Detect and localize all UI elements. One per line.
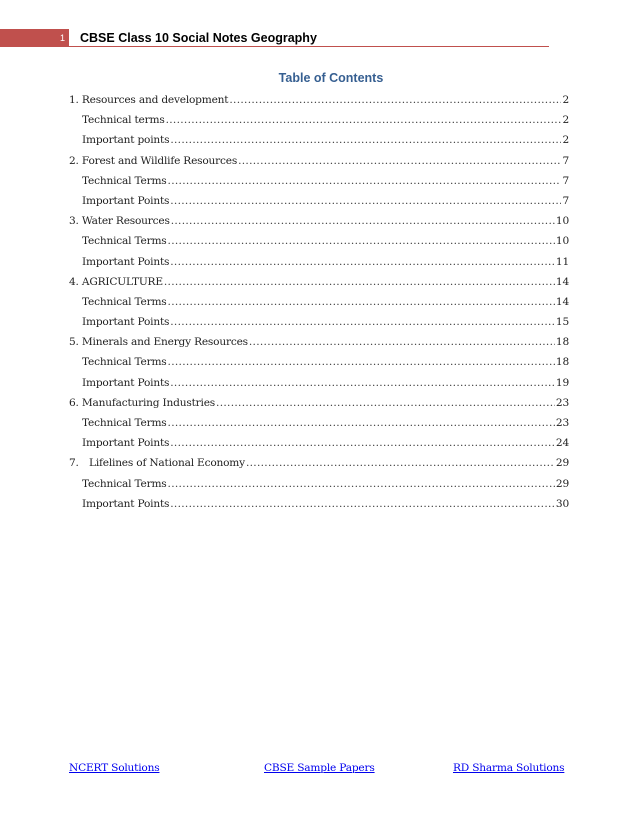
toc-dot-leader xyxy=(168,413,555,433)
toc-dot-leader xyxy=(229,90,561,110)
toc-entry-page: 29 xyxy=(555,477,569,490)
toc-entry-page: 2 xyxy=(562,94,569,106)
toc-dot-leader xyxy=(216,393,555,413)
footer-link-cbse-sample-papers[interactable]: CBSE Sample Papers xyxy=(264,762,375,774)
toc-entry-page: 14 xyxy=(555,295,569,308)
toc-entry[interactable] xyxy=(69,151,569,171)
toc-subentry[interactable] xyxy=(69,352,569,372)
toc-entry-page: 30 xyxy=(555,497,569,510)
toc-entry-page: 18 xyxy=(555,356,569,369)
toc-entry-label: Important points xyxy=(82,134,170,147)
toc-entry-label: Technical Terms xyxy=(82,356,167,369)
toc-entry-label: Important Points xyxy=(82,316,170,329)
toc-dot-leader xyxy=(249,332,555,352)
toc-entry-page: 18 xyxy=(555,336,569,349)
toc-entry-label: Technical Terms xyxy=(82,417,167,429)
toc-subentry[interactable] xyxy=(69,312,569,332)
toc-dot-leader xyxy=(168,292,555,312)
toc-entry-label: Important Points xyxy=(82,497,170,510)
table-of-contents xyxy=(69,90,569,514)
header-divider xyxy=(69,46,549,47)
toc-entry[interactable] xyxy=(69,272,569,292)
toc-entry-page: 11 xyxy=(555,255,569,268)
toc-dot-leader xyxy=(168,352,555,372)
page-footer xyxy=(0,762,638,780)
toc-entry-label: Important Points xyxy=(82,255,170,268)
toc-entry[interactable] xyxy=(69,90,569,110)
toc-subentry[interactable] xyxy=(69,130,569,150)
footer-link-rd-sharma-solutions[interactable]: RD Sharma Solutions xyxy=(453,762,565,774)
toc-dot-leader xyxy=(238,151,561,171)
toc-subentry[interactable] xyxy=(69,292,569,312)
toc-entry-page: 23 xyxy=(555,417,569,429)
toc-entry-label: Technical Terms xyxy=(82,174,167,187)
toc-dot-leader xyxy=(170,130,561,150)
toc-subentry[interactable] xyxy=(69,171,569,191)
toc-entry-label: Technical terms xyxy=(82,114,165,127)
document-title: CBSE Class 10 Social Notes Geography xyxy=(80,31,317,45)
toc-subentry[interactable] xyxy=(69,494,569,514)
toc-dot-leader xyxy=(168,171,562,191)
toc-dot-leader xyxy=(171,211,555,231)
toc-entry-label: 4. AGRICULTURE xyxy=(69,275,163,288)
toc-entry-page: 7 xyxy=(562,174,569,187)
toc-entry-label: Important Points xyxy=(82,376,170,389)
toc-entry-label: Technical Terms xyxy=(82,295,167,308)
toc-entry-label: Important Points xyxy=(82,437,170,450)
toc-entry-page: 23 xyxy=(555,396,569,409)
toc-entry-page: 19 xyxy=(555,376,569,389)
toc-entry-page: 24 xyxy=(555,437,569,450)
toc-dot-leader xyxy=(170,191,561,211)
toc-heading: Table of Contents xyxy=(278,71,384,85)
toc-entry[interactable] xyxy=(69,332,569,352)
toc-subentry[interactable] xyxy=(69,252,569,272)
toc-entry-label: Technical Terms xyxy=(82,477,167,490)
toc-dot-leader xyxy=(170,433,555,453)
toc-entry-label: 6. Manufacturing Industries xyxy=(69,396,216,409)
toc-entry-page: 14 xyxy=(555,275,569,288)
toc-subentry[interactable] xyxy=(69,433,569,453)
toc-dot-leader xyxy=(168,231,555,251)
toc-entry-label: 3. Water Resources xyxy=(69,215,170,228)
toc-dot-leader xyxy=(168,474,555,494)
toc-entry-page: 29 xyxy=(555,457,569,470)
toc-dot-leader xyxy=(170,252,555,272)
toc-entry-page: 10 xyxy=(555,235,569,248)
toc-entry-page: 7 xyxy=(562,194,569,207)
toc-entry[interactable] xyxy=(69,393,569,413)
toc-subentry[interactable] xyxy=(69,413,569,433)
toc-entry-label: Lifelines of National Economy xyxy=(89,457,245,470)
toc-entry-page: 7 xyxy=(562,154,569,167)
toc-entry[interactable] xyxy=(69,453,569,473)
toc-entry-page: 2 xyxy=(562,114,569,127)
footer-link-ncert-solutions[interactable]: NCERT Solutions xyxy=(69,762,160,774)
toc-dot-leader xyxy=(164,272,555,292)
toc-dot-leader xyxy=(170,494,555,514)
toc-subentry[interactable] xyxy=(69,231,569,251)
page-number-tab: 1 xyxy=(0,29,69,47)
toc-entry-label: 5. Minerals and Energy Resources xyxy=(69,336,248,349)
toc-subentry[interactable] xyxy=(69,474,569,494)
toc-entry-page: 2 xyxy=(562,134,569,147)
toc-entry-page: 15 xyxy=(555,316,569,329)
toc-subentry[interactable] xyxy=(69,110,569,130)
page-header xyxy=(0,29,638,47)
toc-dot-leader xyxy=(170,373,555,393)
toc-entry-number: 7. xyxy=(69,457,79,470)
toc-entry[interactable] xyxy=(69,211,569,231)
toc-entry-page: 10 xyxy=(555,215,569,228)
toc-dot-leader xyxy=(166,110,562,130)
toc-entry-label: Technical Terms xyxy=(82,235,167,248)
toc-entry-label: Important Points xyxy=(82,194,170,207)
toc-subentry[interactable] xyxy=(69,191,569,211)
toc-entry-label: 2. Forest and Wildlife Resources xyxy=(69,154,238,167)
toc-dot-leader xyxy=(170,312,555,332)
toc-entry-label: 1. Resources and development xyxy=(69,94,229,106)
toc-subentry[interactable] xyxy=(69,373,569,393)
toc-dot-leader xyxy=(246,453,555,473)
